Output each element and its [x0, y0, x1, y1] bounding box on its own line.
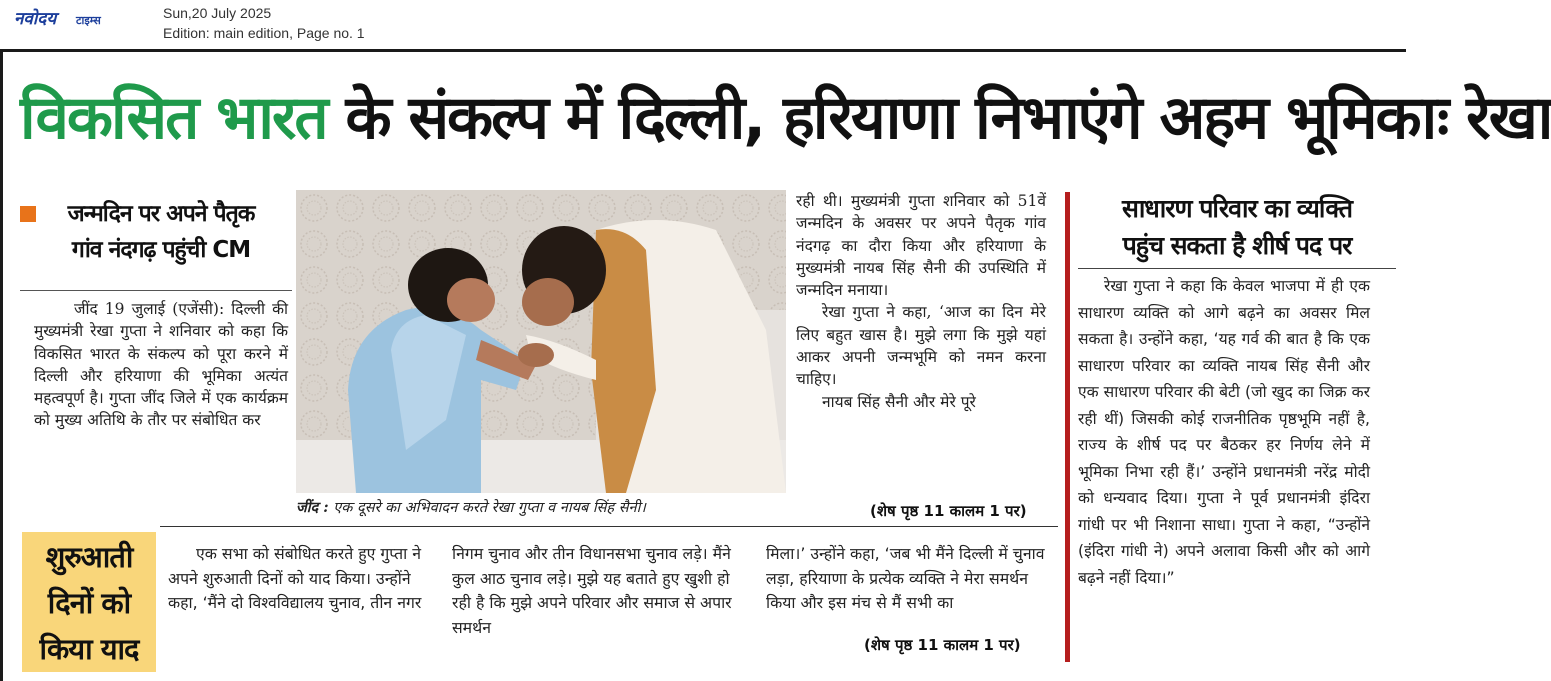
- bottom-column-3[interactable]: मिला।’ उन्होंने कहा, ‘जब भी मैंने दिल्ली में चुनाव लड़ा, हरियाणा के प्रत्येक व्यक्ति ने मेरा समर्थन किया और इस मंच से मैं सभी का: [766, 544, 1045, 612]
- bottom-column-2[interactable]: निगम चुनाव और तीन विधानसभा चुनाव लड़े। मैंने कुल आठ चुनाव लड़े। मुझे यह बताते हुए खुशी हो रही है कि मुझे अपने परिवार और समाज से अपार समर्थन: [452, 544, 732, 637]
- bottom-column-1[interactable]: एक सभा को संबोधित करते हुए गुप्ता ने अपने शुरुआती दिनों को याद किया। उन्होंने कहा, ‘मैंने दो विश्वविद्यालय चुनाव, तीन नगर: [168, 544, 422, 612]
- subhead[interactable]: [30, 196, 292, 268]
- right-headline-line-2: पहुंच सकता है शीर्ष पद पर: [1122, 231, 1352, 260]
- caption-place: जींद :: [296, 499, 329, 516]
- right-headline-rule: [1078, 268, 1396, 269]
- subhead-rule: [20, 290, 292, 291]
- column2-para-3: नायब सिंह सैनी और मेरे पूरे: [822, 392, 976, 411]
- middle-rule: [160, 526, 1058, 527]
- top-rule: [0, 49, 1406, 52]
- column2-para-2: रेखा गुप्ता ने कहा, ‘आज का दिन मेरे लिए बहुत खास है। मुझे लगा कि मुझे यहां आकर अपनी जन्मभूमि को नमन करना चाहिए।: [796, 303, 1046, 389]
- logo-text: नवोदय: [14, 9, 57, 29]
- edition-info: Edition: main edition, Page no. 1: [163, 25, 365, 41]
- column2-para-1: रही थी। मुख्यमंत्री गुप्ता शनिवार को 51वें जन्मदिन के अवसर पर अपने पैतृक गांव नंदगढ़ का दौरा किया और हरियाणा के मुख्यमंत्री नायब सिंह सैनी की उपस्थिति में जन्मदिन मनाया।: [796, 192, 1046, 300]
- right-column-rule: [1065, 192, 1070, 662]
- subhead-line-1: जन्मदिन पर अपने पैतृक: [67, 201, 255, 227]
- caption-text: एक दूसरे का अभिवादन करते रेखा गुप्ता व नायब सिंह सैनी।: [328, 500, 646, 516]
- yellow-box-line-2: दिनों को: [47, 586, 131, 620]
- article-photo[interactable]: [296, 190, 786, 493]
- main-headline[interactable]: [20, 66, 1551, 170]
- subhead-line-2: गांव नंदगढ़ पहुंची CM: [71, 237, 251, 263]
- continued-on-page-link[interactable]: (शेष पृष्ठ 11 कालम 1 पर): [870, 502, 1027, 520]
- photo-caption: [296, 497, 791, 517]
- bottom-continued-link[interactable]: (शेष पृष्ठ 11 कालम 1 पर): [864, 636, 1021, 654]
- newspaper-logo[interactable]: [14, 4, 136, 30]
- article-column-1[interactable]: [34, 298, 288, 518]
- right-column-headline[interactable]: [1078, 190, 1396, 264]
- yellow-box-heading[interactable]: [22, 534, 156, 672]
- right-article-column[interactable]: [1078, 273, 1370, 665]
- right-column-text: रेखा गुप्ता ने कहा कि केवल भाजपा में ही एक साधारण व्यक्ति को आगे बढ़ने का अवसर मिल सकता है। उन्होंने कहा, ‘यह गर्व की बात है कि एक साधारण परिवार का व्यक्ति नायब सिंह सैनी और एक साधारण परिवार की बेटी (जो खुद का जिक्र कर रही थीं) जिसकी कोई राजनीतिक पृष्ठभूमि नहीं है, राज्य के शीर्ष पद पर बैठकर हर निर्णय लेने में भूमिका निभा रही हैं।’ उन्होंने प्रधानमंत्री नरेंद्र मोदी को धन्यवाद दिया। गुप्ता ने पूर्व प्रधानमंत्री इंदिरा गांधी पर भी निशाना साधा। गुप्ता ने कहा, “उन्होंने (इंदिरा गांधी ने) अपने अलावा किसी और को आगे बढ़ने नहीं दिया।”: [1078, 277, 1370, 587]
- column1-text: जींद 19 जुलाई (एजेंसी): दिल्ली की मुख्यमंत्री रेखा गुप्ता ने शनिवार को कहा कि विकसित भारत के संकल्प को पूरा करने में दिल्ली और हरियाणा की भूमिका अत्यंत महत्वपूर्ण है। गुप्ता जींद जिले में एक कार्यक्रम को मुख्य अतिथि के तौर पर संबोधित कर: [34, 300, 288, 430]
- edition-date: Sun,20 July 2025: [163, 5, 272, 21]
- yellow-box-line-1: शुरुआती: [45, 540, 133, 574]
- logo-suffix: टाइम्स: [76, 14, 101, 27]
- yellow-box-line-3: किया याद: [39, 632, 139, 666]
- headline-highlight: विकसित भारत: [20, 83, 327, 153]
- headline-rest: के संकल्प में दिल्ली, हरियाणा निभाएंगे अहम भूमिकाः रेखा: [326, 83, 1551, 153]
- left-border: [0, 52, 3, 681]
- right-headline-line-1: साधारण परिवार का व्यक्ति: [1122, 194, 1352, 223]
- article-column-2[interactable]: [796, 190, 1046, 495]
